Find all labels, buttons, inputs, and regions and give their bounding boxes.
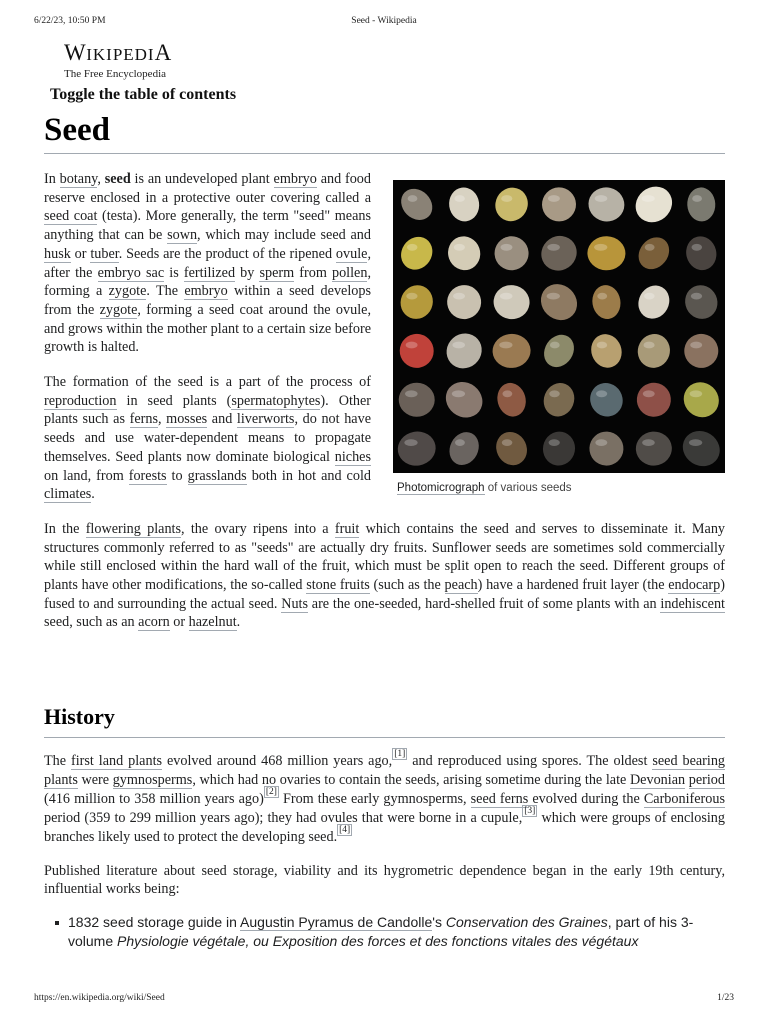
seed-shape	[489, 182, 533, 227]
seed-figure	[393, 180, 725, 498]
article-link[interactable]: gymnosperms	[112, 771, 193, 788]
seed-highlight	[454, 195, 465, 202]
seed-highlight	[547, 244, 560, 251]
article-link[interactable]: indehiscent	[660, 595, 725, 612]
seed-grid-graphic	[393, 180, 725, 473]
seed-highlight	[455, 439, 465, 446]
seed-shape	[492, 283, 532, 321]
history-divider	[44, 737, 725, 738]
seed-highlight	[501, 244, 513, 251]
seed-highlight	[405, 390, 418, 397]
seed-highlight	[596, 390, 607, 397]
seed-shape	[439, 326, 488, 375]
seed-photomicrograph-image[interactable]	[393, 180, 725, 473]
seed-shape	[587, 330, 627, 372]
logo-wordmark: WIKIPEDIA	[64, 40, 172, 65]
seed-shape	[634, 330, 675, 372]
article-link[interactable]: first land plants	[71, 753, 163, 769]
article-link[interactable]: hazelnut	[188, 614, 237, 631]
seed-highlight	[549, 390, 560, 397]
article-link[interactable]: ferns	[129, 411, 158, 428]
citation-link[interactable]: [1]	[394, 749, 406, 759]
seed-highlight	[502, 439, 513, 446]
history-paragraph-1: The first land plants evolved around 468 million years ago, [1] and reproduced using spores. The oldest seed bearing plants were gymnosperms, which had no ovaries to contain the seeds, arising sometime during the late Devonian period (416 million to 358 million years ago) [2] From these early gymnosperms, seed ferns evolved during the Carboniferous period (359 to 299 million years ago); they had ovules that were borne in a cupule, [3] which were groups of enclosing branches likely used to protect the developing seed. [4]	[44, 749, 726, 845]
seed-highlight	[595, 195, 608, 202]
seed-shape	[491, 333, 531, 370]
caption-text: of various seeds	[484, 482, 572, 494]
article-link[interactable]: Carboniferous	[643, 790, 725, 807]
seed-shape	[584, 377, 629, 423]
seed-shape	[683, 233, 720, 273]
article-link[interactable]: spermatophytes	[231, 392, 321, 409]
seed-highlight	[499, 342, 512, 349]
seed-shape	[540, 429, 578, 468]
italic-title: Conservation des Graines	[445, 914, 608, 931]
seed-shape	[398, 382, 435, 417]
seed-shape	[686, 187, 716, 222]
bold-term: seed	[104, 171, 131, 187]
seed-highlight	[452, 342, 465, 349]
seed-shape	[535, 229, 584, 277]
seed-highlight	[642, 439, 655, 446]
intro-paragraph-3: In the flowering plants, the ovary ripens into a fruit which contains the seed and serves to disseminate it. Many structures commonly referred to as "seeds" are actually dry fruits. Sunflower seeds are sometimes sold commercially while still enclosed within the hard wall of the fruit, which must be split open to reach the seed. Different groups of plants have other modifications, the so-called stone fruits (such as the peach) have a hardened fruit layer (the endocarp) fused to and surrounding the actual seed. Nuts are the one-seeded, hard-shelled fruit of some plants with an indehiscent seed, such as an acorn or hazelnut.	[44, 520, 726, 631]
article-link[interactable]: liverworts	[236, 411, 295, 428]
article-link[interactable]: zygote	[99, 301, 138, 318]
print-page-title: Seed - Wikipedia	[351, 16, 417, 26]
article-link[interactable]: botany	[59, 171, 98, 187]
article-link[interactable]: pollen	[331, 264, 368, 281]
article-link[interactable]: fruit	[334, 520, 360, 537]
seed-highlight	[645, 244, 655, 251]
seed-highlight	[550, 342, 560, 349]
print-footer	[0, 993, 768, 1007]
seed-shape	[635, 381, 672, 418]
seed-highlight	[692, 244, 703, 251]
citation-link[interactable]: [3]	[524, 805, 536, 816]
title-divider	[44, 153, 725, 154]
seed-highlight	[644, 293, 655, 300]
seed-highlight	[690, 342, 702, 349]
article-link[interactable]: period	[688, 771, 725, 788]
article-link[interactable]: zygote	[108, 283, 147, 300]
seed-shape	[628, 180, 679, 230]
seed-shape	[587, 236, 626, 271]
seed-shape	[443, 232, 484, 275]
seed-shape	[538, 329, 580, 373]
seed-highlight	[689, 439, 702, 446]
seed-highlight	[406, 293, 417, 300]
seed-shape	[397, 331, 437, 371]
article-link[interactable]: endocarp	[668, 577, 721, 594]
seed-highlight	[548, 195, 560, 202]
seed-highlight	[404, 439, 417, 446]
seed-shape	[447, 185, 481, 223]
seed-highlight	[690, 390, 703, 397]
seed-highlight	[643, 390, 655, 397]
history-section	[44, 749, 726, 951]
seed-shape	[395, 429, 438, 469]
seed-shape	[494, 380, 530, 420]
seed-shape	[537, 182, 582, 227]
seed-shape	[632, 231, 675, 275]
figure-caption	[393, 479, 725, 498]
list-item: 1832 seed storage guide in Augustin Pyramus de Candolle's Conservation des Graines, part of his 3-volume Physiologie végétale, ou Exposition des forces et des fonctions vitales des végétaux	[68, 913, 725, 951]
print-datetime: 6/22/23, 10:50 PM	[34, 16, 106, 26]
history-list	[44, 913, 725, 951]
seed-highlight	[408, 195, 418, 202]
seed-highlight	[454, 244, 465, 251]
seed-shape	[490, 232, 533, 275]
wikipedia-logo[interactable]	[64, 40, 172, 81]
seed-shape	[677, 375, 725, 424]
italic-title: Physiologie végétale, ou Exposition des forces et des fonctions vitales des végétaux	[117, 933, 639, 950]
article-link[interactable]: sown	[167, 227, 198, 244]
article-link[interactable]: climates	[44, 486, 92, 503]
seed-shape	[633, 280, 675, 324]
seed-shape	[590, 283, 623, 321]
article-link[interactable]: fertilized	[183, 264, 236, 281]
seed-highlight	[692, 195, 702, 202]
seed-highlight	[594, 244, 607, 251]
seed-shape	[395, 182, 439, 226]
article-link[interactable]: grasslands	[187, 467, 247, 484]
article-link[interactable]: mosses	[166, 411, 208, 428]
seed-highlight	[453, 293, 465, 300]
history-paragraph-2: Published literature about seed storage, viability and its hygrometric dependence began in the early 19th century, influential works being:	[44, 862, 725, 898]
article-link[interactable]: embryo	[273, 171, 317, 187]
article-link[interactable]: niches	[334, 448, 371, 465]
article-link[interactable]: reproduction	[44, 392, 117, 409]
print-header	[0, 16, 768, 30]
seed-shape	[634, 430, 673, 467]
seed-shape	[395, 231, 439, 276]
seed-highlight	[595, 439, 607, 446]
seed-highlight	[549, 439, 560, 446]
seed-highlight	[642, 195, 655, 202]
section-heading-history: History	[44, 704, 115, 729]
seed-highlight	[597, 342, 608, 349]
article-link[interactable]: acorn	[138, 614, 170, 631]
seed-highlight	[547, 293, 560, 300]
seed-highlight	[502, 390, 512, 397]
article-link[interactable]: Nuts	[281, 595, 309, 612]
article-link[interactable]: forests	[128, 467, 167, 484]
seed-shape	[585, 184, 628, 225]
seed-highlight	[597, 293, 607, 300]
seed-highlight	[691, 293, 702, 300]
print-page-number: 1/23	[717, 993, 734, 1003]
article-link[interactable]: seed ferns	[470, 790, 529, 807]
article-link[interactable]: tuber	[90, 245, 119, 262]
page-title: Seed	[44, 112, 110, 148]
article-link[interactable]: husk	[44, 245, 71, 262]
seed-shape	[395, 280, 438, 324]
seed-shape	[676, 424, 725, 473]
seed-shape	[680, 280, 723, 324]
seed-shape	[582, 425, 630, 473]
article-link[interactable]: peach	[444, 577, 478, 594]
article-link[interactable]: embryo	[184, 283, 228, 300]
seed-shape	[491, 427, 533, 471]
citation-link[interactable]: [2]	[265, 786, 277, 797]
seed-highlight	[407, 244, 418, 251]
seed-shape	[539, 378, 580, 421]
article-link[interactable]: Augustin Pyramus de Candolle	[240, 914, 433, 931]
print-url: https://en.wikipedia.org/wiki/Seed	[34, 993, 165, 1003]
seed-shape	[534, 277, 585, 328]
article-link[interactable]: embryo sac	[97, 264, 165, 281]
article-link[interactable]: flowering plants	[85, 520, 182, 537]
article-intro	[44, 170, 725, 632]
article-link[interactable]: seed bearing plants	[44, 753, 726, 788]
article-link[interactable]: sperm	[259, 264, 295, 281]
article-link[interactable]: seed coat	[44, 208, 98, 225]
seed-shape	[678, 327, 725, 374]
seed-highlight	[452, 390, 465, 397]
intro-paragraph-1: In botany, seed is an undeveloped plant embryo and food reserve enclosed in a protective outer covering called a seed coat (testa). More generally, the term "seed" means anything that can be sown, which may include seed and husk or tuber. Seeds are the product of the ripened ovule, after the embryo sac is fertilized by sperm from pollen, forming a zygote. The embryo within a seed develops from the zygote, forming a seed coat around the ovule, and grows within the mother plant to a certain size before growth is halted.	[44, 171, 371, 356]
toggle-toc-button[interactable]: Toggle the table of contents	[50, 86, 237, 103]
seed-highlight	[643, 342, 654, 349]
caption-link-photomicrograph[interactable]: Photomicrograph	[397, 482, 485, 494]
article-link[interactable]: ovule	[335, 245, 368, 262]
citation-link[interactable]: [4]	[339, 824, 351, 835]
seed-highlight	[500, 293, 513, 300]
article-link[interactable]: Devonian	[629, 771, 686, 788]
seed-shape	[441, 279, 487, 325]
seed-highlight	[406, 342, 418, 349]
article-link[interactable]: stone fruits	[306, 577, 370, 594]
seed-shape	[444, 427, 484, 470]
seed-shape	[439, 375, 490, 425]
logo-tagline: The Free Encyclopedia	[64, 68, 167, 80]
intro-paragraph-2: The formation of the seed is a part of the process of reproduction in seed plants (spermatophytes). Other plants such as ferns, mosses and liverworts, do not have seeds and use water-dependent means to propagate themselves. Seed plants now dominate biological niches on land, from forests to grasslands both in hot and cold climates.	[44, 374, 371, 503]
seed-highlight	[501, 195, 512, 202]
